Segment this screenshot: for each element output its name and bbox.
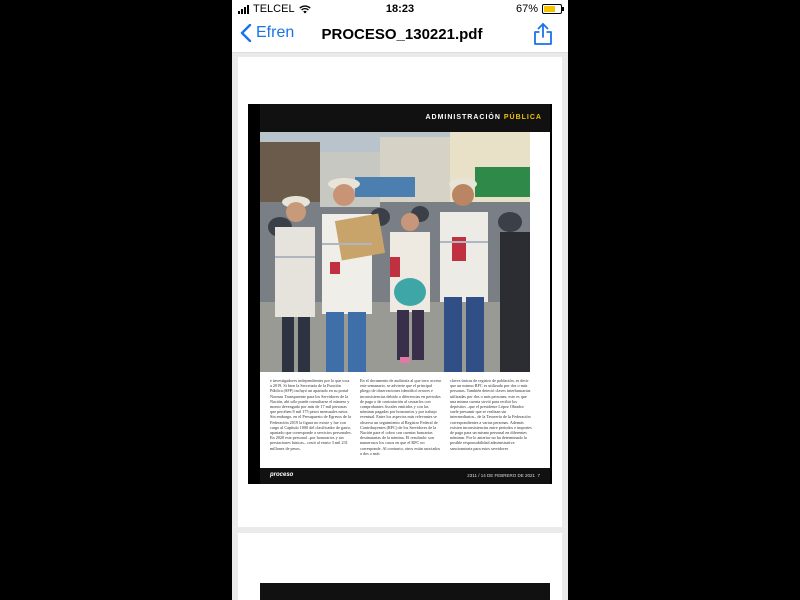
- section-label: ADMINISTRACIÓN: [425, 114, 501, 121]
- section-accent: PÚBLICA: [503, 114, 542, 121]
- chevron-left-icon: [240, 24, 252, 42]
- page-number: 7: [537, 473, 540, 478]
- clock: 18:23: [385, 3, 415, 15]
- carrier-name: TELCEL: [253, 3, 295, 15]
- battery-fill: [544, 6, 555, 12]
- text-column-1: e investigadores independientes por lo que toca a 2019. Si bien la Secretaría de la Función Pública (SFP) incluyó un apartado en su portal Normas Transparente para los Servidores de la Nación, ahí sólo puede consultarse el número y monto devengado por más de 17 mil personas que perciben 8 mil 175 pesos mensuales netos. Sin embargo, en el Presupuesto de Egresos de la Federación 2019 la figura no existe y fue con cargo al Capítulo 1000 del clasificador de gasto, apartado que corresponde a servicios personales. En 2020 este personal –por honorarios y sin prestaciones básicas– costó al erario 3 mil 231 millones de pesos.: [270, 378, 352, 451]
- navigation-bar: [232, 18, 568, 53]
- pdf-viewer[interactable]: [232, 53, 568, 600]
- article-text: [270, 378, 532, 468]
- issue-date: 2311 / 14 DE FEBRERO DE 2021: [467, 473, 535, 478]
- proceso-logo: proceso: [270, 472, 294, 478]
- text-column-2: En el documento de auditoría al que tuvo acceso este semanario, se advierte que el principal pliego de observaciones identificó errores e inconsistencias debido a diferencias en periodos de pago o de contratación al cruzarlos con comprobantes fiscales emitidos y con las nóminas pagadas por honorarios y por trabajo eventual. Entre los aspectos más relevantes se observa un seguimiento al Registro Federal de Contribuyentes (RFC) de los Servidores de la Nación para el cobro con cuentas bancarias destinatarias de la nómina. El resultado: son numerosos los casos en que el RFC no corresponde. Al contrario, otros están asociados a dos o más: [360, 378, 442, 456]
- battery-group: [516, 3, 562, 15]
- pdf-page-1[interactable]: [238, 57, 562, 527]
- pdf-page-2[interactable]: [238, 533, 562, 600]
- section-header: [260, 104, 550, 132]
- back-label: Efren: [256, 24, 295, 41]
- battery-percent: 67%: [515, 3, 538, 15]
- phone-screen: [232, 0, 568, 600]
- article-photo: [260, 132, 530, 372]
- back-button[interactable]: [240, 24, 294, 42]
- battery-icon: [542, 4, 562, 14]
- magazine-spread: [248, 104, 552, 484]
- next-page-header: [260, 583, 550, 600]
- text-column-3: claves únicas de registro de población, es decir que un mismo RFC es utilizado por dos o más personas. También detectó claves interbancarias utilizadas por dos o más personas; esto es que una misma cuenta sirvió para recibir los depósitos –que el presidente López Obrador suele presumir que se realizan sin intermediarios– de la Tesorería de la Federación correspondientes a varias personas. Además existen inconsistencias entre periodos e importes de pago para un mismo personal en diferentes nóminas. Por lo anterior no ha determinado la posible responsabilidad administrativa sancionatoria para estos servidores: [450, 378, 532, 451]
- document-title: PROCESO_130221.pdf: [321, 26, 483, 43]
- status-bar: [232, 0, 568, 18]
- share-icon[interactable]: [532, 22, 554, 46]
- page-footer: [260, 468, 550, 484]
